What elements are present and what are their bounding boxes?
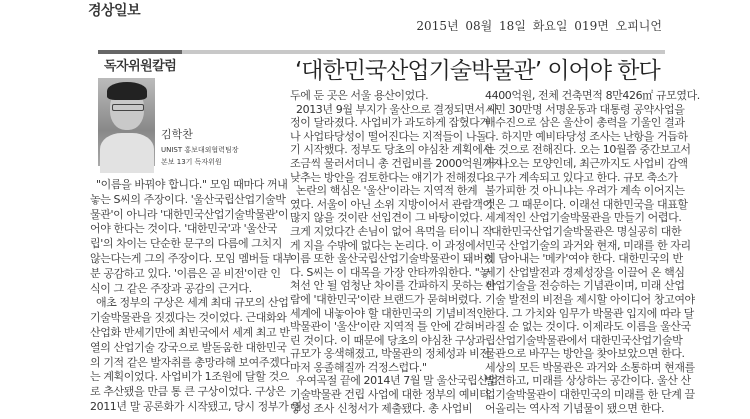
article-line: 로 추산됐을 만큼 통 큰 구상이었다. 구상은 bbox=[90, 385, 286, 399]
author-title: UNIST 홍보대외협력팀장 bbox=[161, 146, 239, 154]
article-line: 산업기술을 전승하는 기념관이며, 미래 산업 bbox=[485, 279, 685, 293]
article-line: 립산업기술박물관에서 대한민국산업기술박 bbox=[485, 333, 683, 347]
article-line: 이름 또한 울산국립산업기술박물관이 돼버렸 bbox=[290, 252, 494, 266]
article-line: 기술 발전의 비전을 제시할 아이디어 창고여야 bbox=[485, 292, 695, 306]
article-line: 열의 산업기술 강국으로 발돋움한 대한민국 bbox=[90, 340, 287, 354]
article-line: 였다. 서울이 아닌 소위 지방이어서 관람객이 bbox=[290, 197, 493, 211]
article-column-3 bbox=[485, 89, 700, 415]
article-line: 것은 그 때문이다. 이래선 대한민국을 대표할 bbox=[485, 197, 688, 211]
article-line: 많지 않을 것이란 선입견이 그 바탕이었다. bbox=[290, 211, 483, 225]
section-label: 독자위원칼럼 bbox=[104, 59, 177, 74]
article-line: 세계에 내놓아야 할 대한민국의 기념비적인 bbox=[290, 306, 487, 320]
article-line: 다. 하지만 예비타당성 조사는 난항을 거듭하 bbox=[485, 129, 688, 143]
newspaper-logo: 경상일보 bbox=[88, 3, 141, 19]
article-line: 의 기적 같은 발자취를 총망라해 보여주겠다 bbox=[90, 355, 290, 369]
article-line: 박물관이 '울산'이란 지역적 틀 안에 갇혀버 bbox=[290, 320, 485, 334]
article-line: 다. S씨는 이 대목을 가장 안타까워한다. "놓 bbox=[290, 265, 490, 279]
article-line: 않는다는게 그의 주장이다. 모임 멤버들 대부 bbox=[90, 251, 293, 265]
article-line: 세상의 모든 박물관은 과거와 소통하며 현재를 bbox=[485, 360, 695, 374]
article-line: 기술박물관 건립 사업에 대한 정부의 예비타 bbox=[290, 388, 490, 402]
article-line: 쳐선 안 될 엄청난 차이를 간파하지 못하는 바 bbox=[290, 279, 496, 293]
article-column-2 bbox=[290, 89, 503, 415]
article-line: 당성 조사 신청서가 제출됐다. 총 사업비 bbox=[290, 401, 473, 415]
article-line: 가 나오는 모양인데, 최근까지도 사업비 감액 bbox=[485, 156, 688, 170]
article-line: 불가피한 것 아니냐는 우려가 계속 이어지는 bbox=[485, 184, 685, 198]
article-line: 요구가 계속되고 있다고 한다. 규모 축소가 bbox=[485, 170, 678, 184]
article-line: 두에 둔 곳은 서울 용산이었다. bbox=[290, 89, 429, 102]
author-role: 본보 13기 독자위원 bbox=[161, 158, 222, 166]
article-line: 어야 한다는 것이다. '대한민국'과 '울산국 bbox=[90, 222, 277, 236]
dateline: 2015년 08월 18일 화요일 019면 오피니언 bbox=[416, 19, 662, 33]
article-line: 기술박물관을 짓겠다는 것이었다. 근대화와 bbox=[90, 311, 287, 325]
article-line: 배수진으로 삼은 울산이 총력을 기울인 결과 bbox=[485, 116, 685, 130]
article-line: 크게 지었다간 손님이 없어 욕먹을 터이니 작 bbox=[290, 224, 493, 238]
article-line: 애초 정부의 구상은 세계 최대 규모의 산업 bbox=[96, 296, 289, 310]
article-line: 논란의 핵심은 '울산'이라는 지역적 한계 bbox=[296, 184, 478, 198]
article-line: 어올리는 역사적 기념물이 됐으면 한다. bbox=[485, 401, 665, 415]
header-rule-accent bbox=[98, 50, 182, 54]
article-line: 식이 그 같은 주장과 공감의 근거다. bbox=[90, 281, 252, 295]
article-line: 정이 달라졌다. 사업비가 과도하게 잡혔다거 bbox=[290, 116, 490, 130]
article-line: 규모가 옹색해졌고, 박물관의 정체성과 비전 bbox=[290, 347, 490, 361]
header-rule bbox=[98, 50, 665, 54]
article-line: 민국 산업기술의 과거와 현재, 미래를 한 자리 bbox=[485, 238, 691, 252]
article-line: 라질 순 없는 것이다. 이제라도 이름을 울산국 bbox=[485, 320, 691, 334]
article-line: 세계적인 산업기술박물관을 만들기 어렵다. bbox=[485, 211, 682, 225]
article-line: 린 것이다. 이 때문에 당초의 야심찬 구상과 bbox=[290, 333, 486, 347]
article-line: 놓는 S씨의 주장이다. '울산국립산업기술박 bbox=[90, 192, 286, 206]
article-line: 우여곡절 끝에 2014년 7월 말 울산국립산업 bbox=[296, 374, 498, 388]
article-line: 시민 30만명 서명운동과 대통령 공약사업을 bbox=[485, 102, 685, 116]
article-line: 산업화 반세기만에 최빈국에서 세계 최고 반 bbox=[90, 325, 290, 339]
article-line: 발견하고, 미래를 상상하는 공간이다. 울산 산 bbox=[485, 374, 691, 388]
article-line: 는 계획이었다. 사업비가 1조원에 달할 것으 bbox=[90, 370, 290, 384]
article-line: 업기술박물관이 대한민국의 미래를 한 단계 끌 bbox=[485, 388, 695, 402]
article-line: 2013년 9월 부지가 울산으로 결정되면서 사 bbox=[296, 102, 498, 116]
article-line: 한다. 그 가치와 임무가 박물관 입지에 따라 달 bbox=[485, 306, 694, 320]
article-line: 4400억원, 전체 건축면적 8만426㎡ 규모였다. bbox=[485, 89, 700, 102]
article-line: 마저 옹졸해질까 걱정스럽다." bbox=[290, 360, 427, 374]
author-name: 김학찬 bbox=[161, 128, 193, 141]
article-line: 물관'이 아니라 '대한민국산업기술박물관'이 bbox=[90, 207, 289, 221]
article-line: 에 담아내는 '메카'여야 한다. 대한민국의 반 bbox=[485, 252, 683, 266]
article-line: 나 사업타당성이 떨어진다는 지적들이 나돌 bbox=[290, 129, 487, 143]
article-line: 대한민국산업기술박물관은 명실공히 대한 bbox=[491, 224, 682, 238]
headline: ‘대한민국산업기술박물관’ 이어야 한다 bbox=[295, 58, 660, 84]
article-line: 세기 산업발전과 경제성장을 이끌어 온 핵심 bbox=[485, 265, 685, 279]
article-line: 게 지을 수밖에 없다는 논리다. 이 과정에서 bbox=[290, 238, 486, 252]
article-line: 낮추는 방안을 검토한다는 얘기가 전해졌다. bbox=[290, 170, 490, 184]
article-line: 기 시작했다. 정부도 당초의 야심찬 계획에서 bbox=[290, 143, 493, 157]
article-line: 람에 '대한민국'이란 브랜드가 묻혀버렸다. bbox=[290, 292, 482, 306]
author-photo bbox=[98, 78, 155, 166]
article-column-1 bbox=[90, 178, 302, 415]
article-line: 는 것으로 전해진다. 오는 10월쯤 중간보고서 bbox=[485, 143, 691, 157]
article-line: 2011년 말 공론화가 시작됐고, 당시 정부가 염 bbox=[90, 399, 302, 413]
article-line: 조금씩 물러서더니 총 건립비를 2000억원까지 bbox=[290, 156, 503, 170]
article-line: 물관으로 바꾸는 방안을 찾아보았으면 한다. bbox=[485, 347, 685, 361]
article-line: 분 공감하고 있다. '이름은 곧 비전'이란 인 bbox=[90, 266, 281, 280]
article-line: 립'의 차이는 단순한 문구의 다름에 그치지 bbox=[90, 237, 282, 251]
article-line: "이름을 바꿔야 합니다." 모임 때마다 꺼내 bbox=[96, 178, 288, 191]
